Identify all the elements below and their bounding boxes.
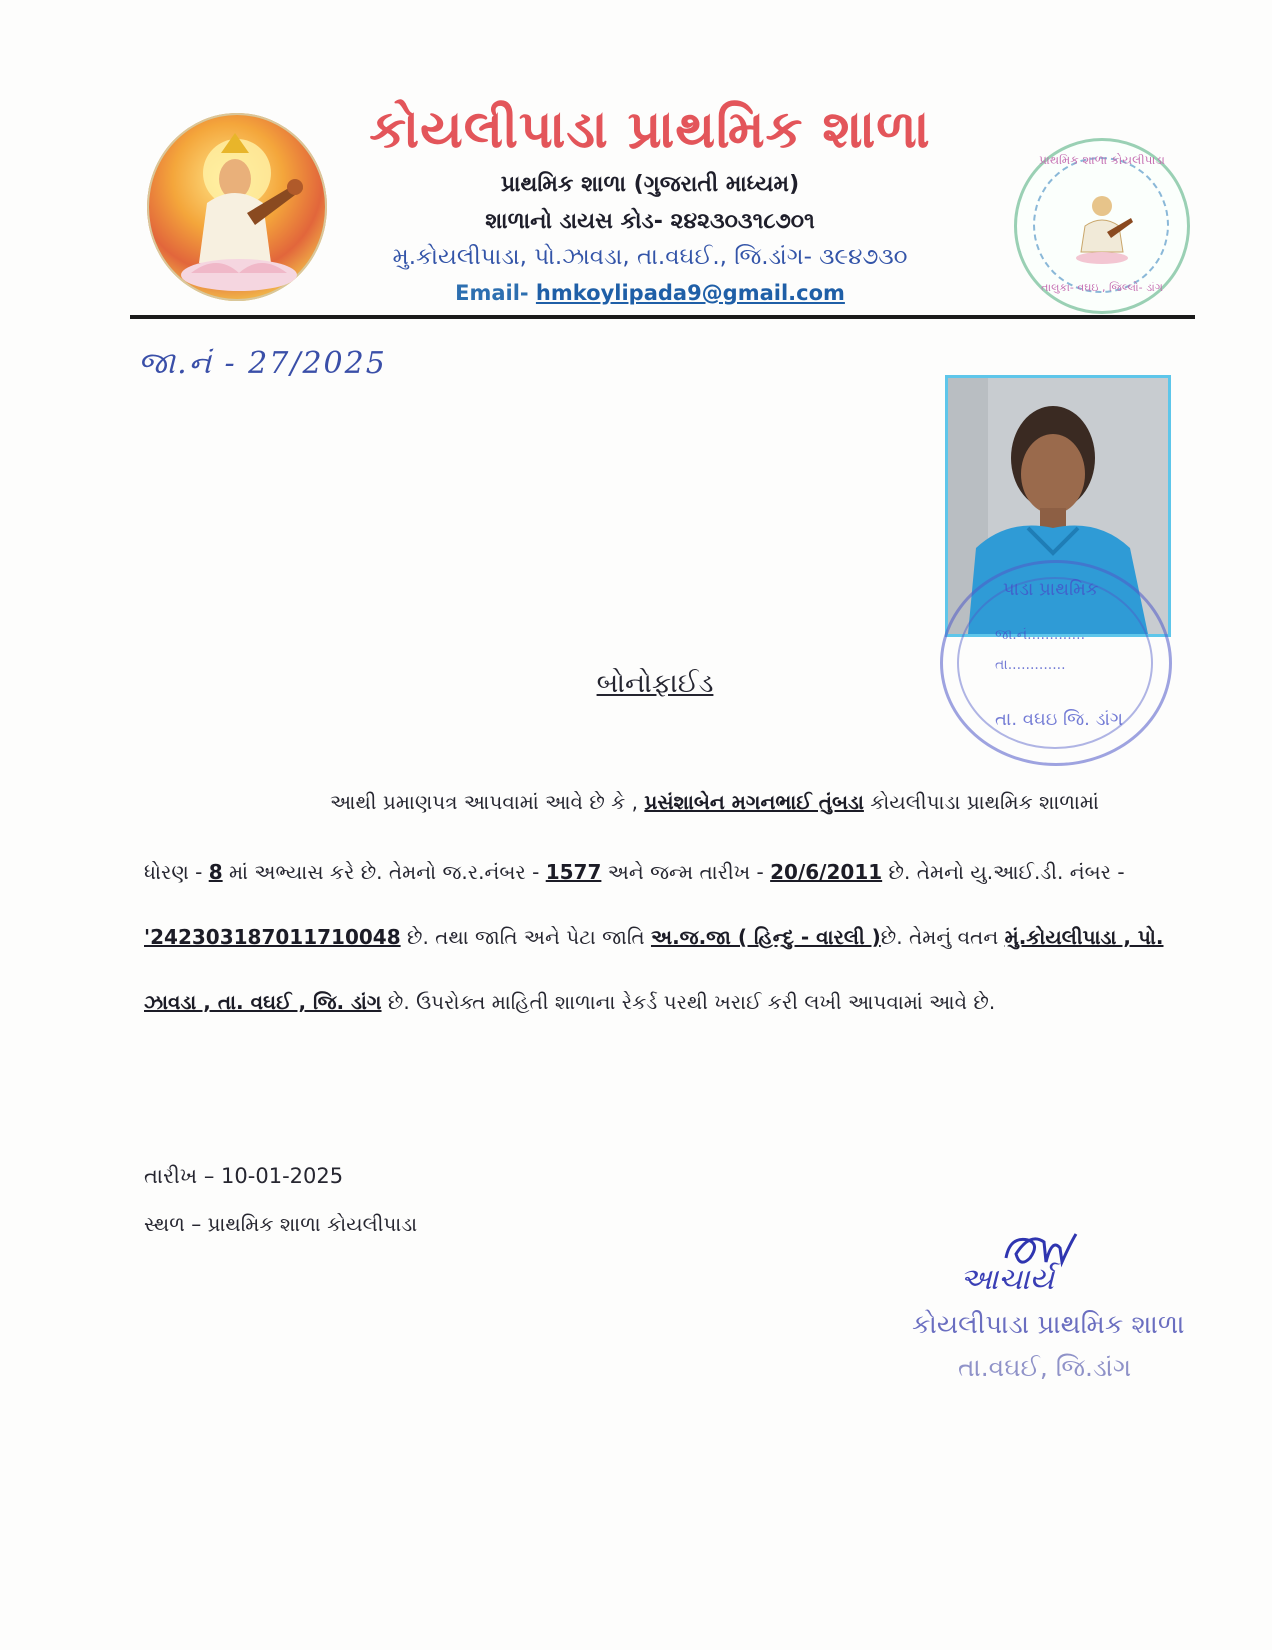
signature-role: આચાર્ય <box>960 1262 1055 1297</box>
body-line-2 <box>144 860 1125 884</box>
stamp-top-text: પાડા પ્રાથમિક <box>1003 579 1099 600</box>
certificate-title: બોનોફાઈડ <box>596 668 714 699</box>
dise-code: શાળાનો ડાયસ કોડ- ૨૪૨૩૦૩૧૮૭૦૧ <box>485 209 815 234</box>
body-text: છે. તથા જાતિ અને પેટા જાતિ <box>400 925 651 949</box>
stamp-field-date: તા............. <box>995 657 1066 673</box>
issue-date: તારીખ – 10-01-2025 <box>144 1164 344 1188</box>
gr-number: 1577 <box>545 860 602 884</box>
header-divider <box>130 315 1195 319</box>
body-text: અને જન્મ તારીખ - <box>601 860 771 884</box>
body-text: છે. તેમનો યુ.આઈ.ડી. નંબર - <box>882 860 1125 884</box>
seal-bottom-text: તાલુકા- વઘઇ , જિલ્લો- ડાંગ <box>1041 281 1163 294</box>
body-text: છે. તેમનું વતન <box>880 925 1005 949</box>
school-stamp <box>940 560 1172 766</box>
body-text: ધોરણ - <box>144 860 209 884</box>
saraswati-logo <box>147 113 327 301</box>
stamp-field-ref: જા.નં............. <box>995 627 1086 643</box>
email-link[interactable]: hmkoylipada9@gmail.com <box>535 281 845 305</box>
body-text: માં અભ્યાસ કરે છે. તેમનો જ.ર.નંબર - <box>222 860 546 884</box>
body-text: આથી પ્રમાણપત્ર આપવામાં આવે છે કે , <box>330 790 645 814</box>
stamp-bottom-text: તા. વઘઇ જિ. ડાંગ <box>995 709 1124 730</box>
school-medium-subtitle: પ્રાથમિક શાળા (ગુજરાતી માધ્યમ) <box>500 172 800 197</box>
school-name-title: કોયલીપાડા પ્રાથમિક શાળા <box>369 100 931 160</box>
school-address: મુ.કોયલીપાડા, પો.ઝાવડા, તા.વઘઈ., જિ.ડાંગ- ૩૯૪૭૩૦ <box>392 244 908 270</box>
body-line-4 <box>144 990 995 1014</box>
email-prefix: Email- <box>455 281 529 305</box>
signature-location: તા.વઘઈ, જિ.ડાંગ <box>958 1353 1132 1382</box>
email-line <box>340 281 960 305</box>
reference-number: જા.નં - 27/2025 <box>138 346 387 381</box>
seal-figure-icon <box>1067 186 1137 266</box>
signature-school: કોયલીપાડા પ્રાથમિક શાળા <box>912 1310 1185 1340</box>
native-place-1: મું.કોયલીપાડા , પો. <box>1004 925 1164 949</box>
standard-value: 8 <box>208 860 223 884</box>
school-seal-logo <box>1014 138 1190 314</box>
caste-value: અ.જ.જા ( હિન્દુ - વારલી ) <box>650 925 881 949</box>
body-line-1 <box>330 790 1099 814</box>
birth-date: 20/6/2011 <box>770 860 883 884</box>
body-text: છે. ઉપરોક્ત માહિતી શાળાના રેકર્ડ પરથી ખરાઈ કરી લખી આપવામાં આવે છે. <box>381 990 996 1014</box>
seal-top-text: પ્રાથમિક શાળા કોયલીપાડા <box>1039 153 1165 167</box>
native-place-2: ઝાવડા , તા. વઘઈ , જિ. ડાંગ <box>144 990 382 1014</box>
body-line-3 <box>144 925 1164 949</box>
student-name: પ્રસંશાબેન મગનભાઈ તુંબડા <box>644 790 864 814</box>
uid-number: '242303187011710048 <box>144 925 401 949</box>
issue-place: સ્થળ – પ્રાથમિક શાળા કોયલીપાડા <box>144 1212 418 1236</box>
body-text: કોયલીપાડા પ્રાથમિક શાળામાં <box>863 790 1099 814</box>
